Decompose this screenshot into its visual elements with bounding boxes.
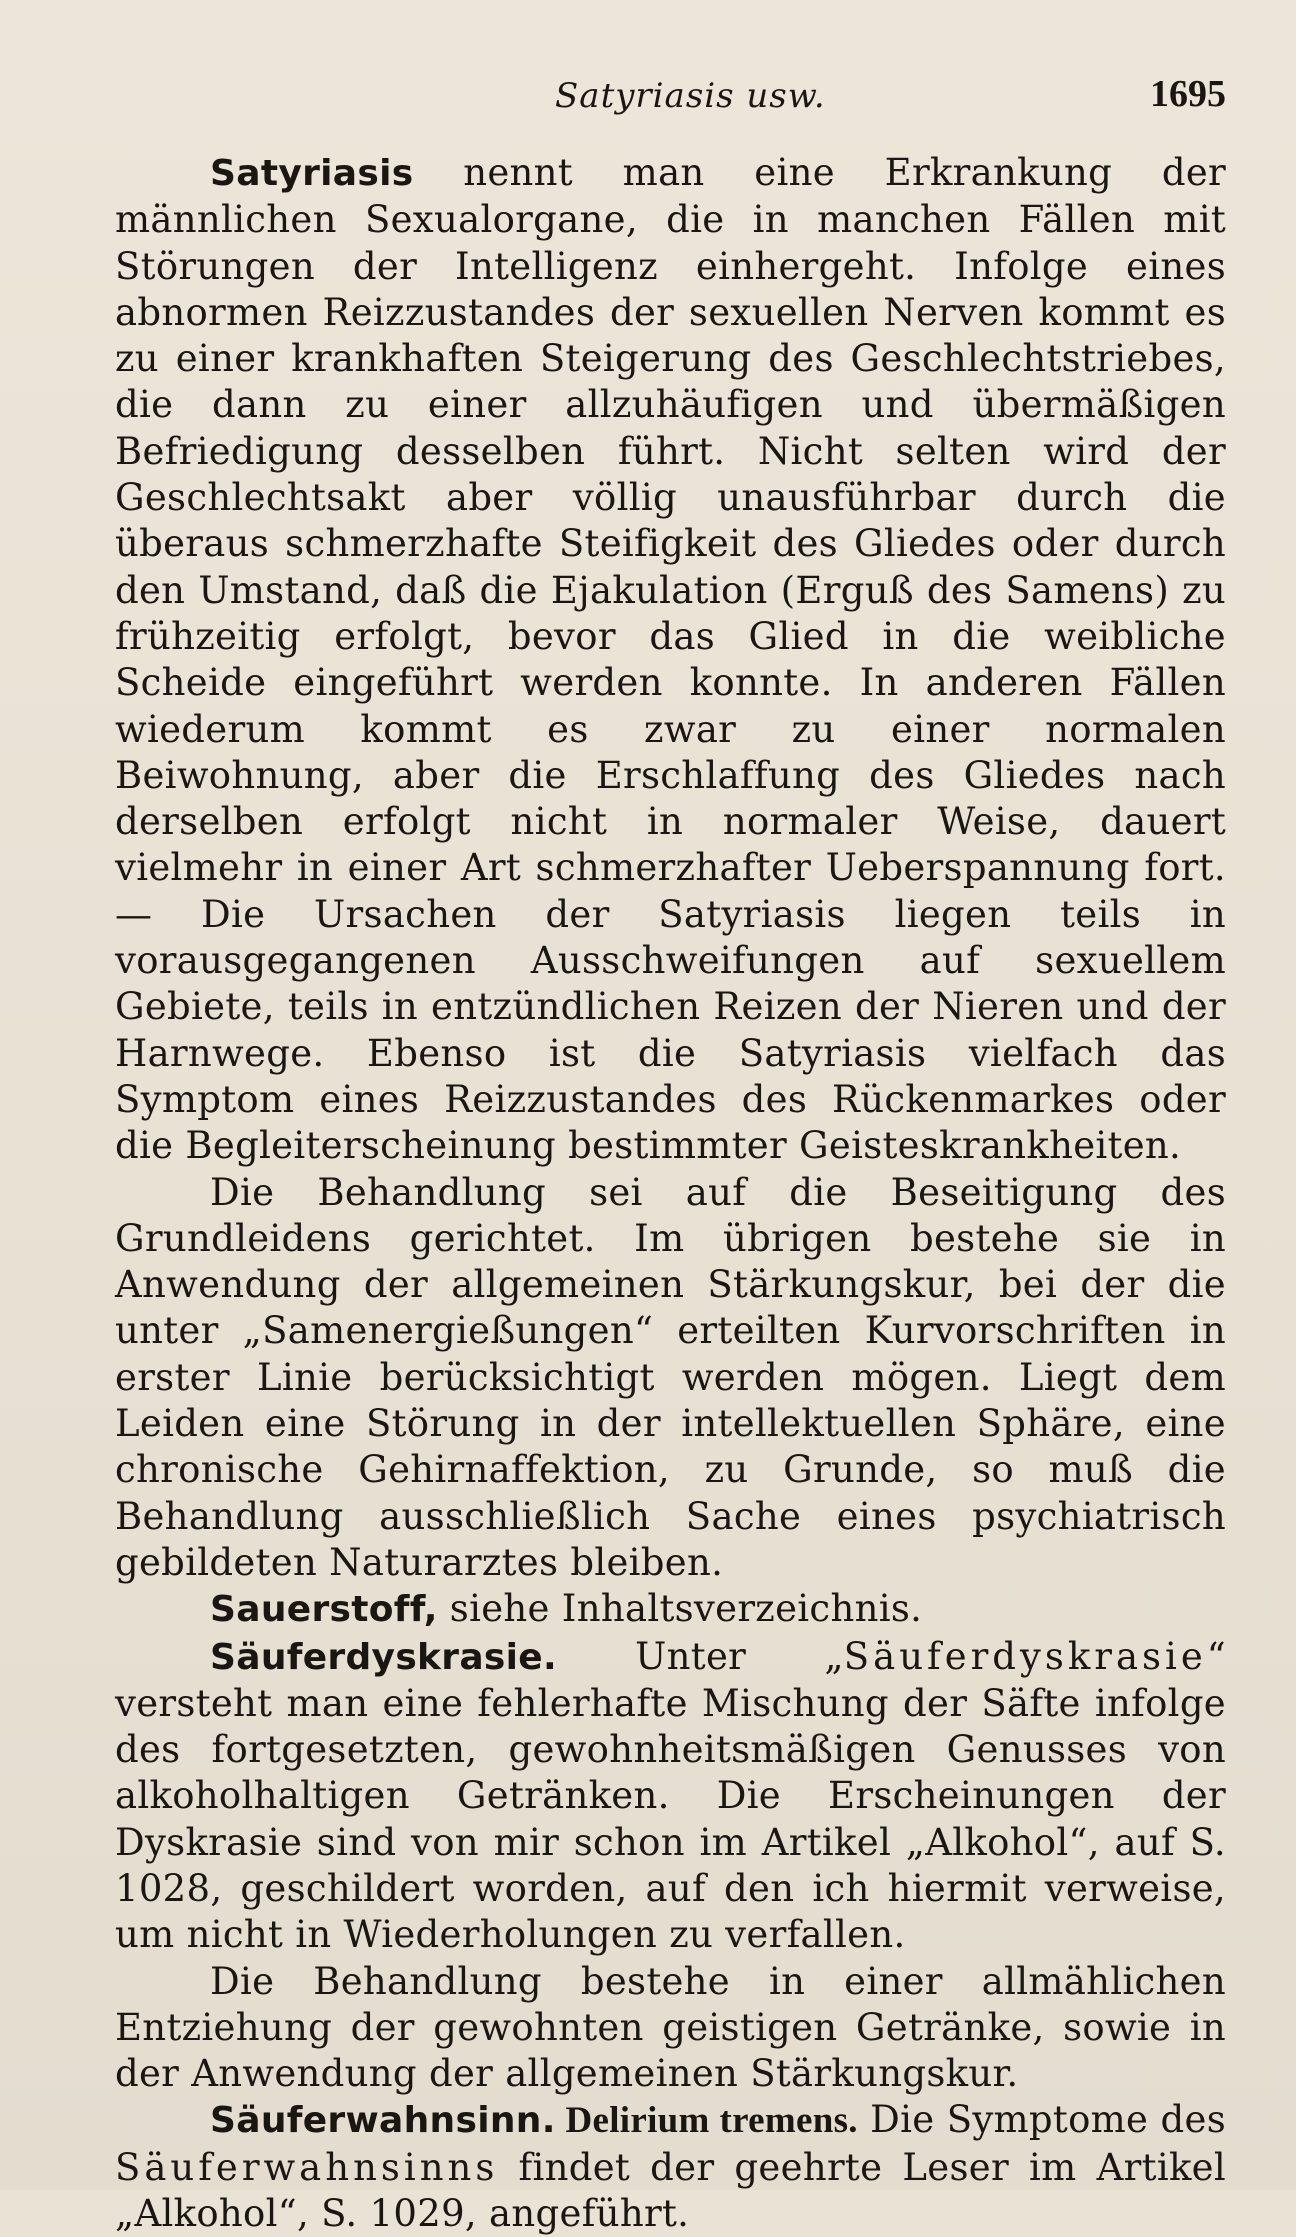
paragraph-saeuferdyskrasie — [115, 1634, 1226, 1959]
running-head — [115, 70, 1226, 130]
entry-term-latin: Delirium tremens. — [555, 2100, 858, 2142]
paragraph-text-lead: Die Symptome des — [857, 2098, 1226, 2142]
paragraph-treatment — [115, 1170, 1226, 1587]
entry-term: Sauerstoff, — [210, 1589, 438, 1631]
paragraph-text: nennt man eine Erkrankung der männlichen Sexualorgane, die in manchen Fällen mit Störungen der Intelligenz einhergeht. Infolge eines abnormen Reizzustandes der sexuellen Nerven kommt es zu einer krankhaften Steigerung des Geschlechtstriebes, die dann zu einer allzuhäufigen und übermäßigen Befriedigung desselben führt. Nicht selten wird der Geschlechtsakt aber völlig unausführbar durch die überaus schmerzhafte Steifigkeit des Gliedes oder durch den Umstand, daß die Ejakulation (Erguß des Samens) zu frühzeitig erfolgt, bevor das Glied in die weibliche Scheide eingeführt werden konnte. In anderen Fällen wiederum kommt es zwar zu einer normalen Beiwohnung, aber die Erschlaffung des Gliedes nach derselben erfolgt nicht in normaler Weise, dauert vielmehr in einer Art schmerzhafter Ueberspannung fort. — Die Ursachen der Satyriasis liegen teils in vorausgegangenen Ausschweifungen auf sexuellem Gebiete, teils in entzündlichen Reizen der Nieren und der Harnwege. Ebenso ist die Satyriasis vielfach das Symptom eines Reizzustandes des Rückenmarkes oder die Begleiterscheinung bestimmter Geisteskrankheiten. — [115, 151, 1226, 1168]
body-text — [115, 150, 1226, 2237]
spaced-term: Säuferwahnsinns — [115, 2145, 499, 2189]
paragraph-sauerstoff — [115, 1586, 1226, 1633]
paragraph-saeuferwahnsinn — [115, 2097, 1226, 2237]
page-number: 1695 — [1150, 73, 1226, 115]
spaced-term: Säuferdyskrasie — [843, 1634, 1207, 1678]
paragraph-text: “ versteht man eine fehlerhafte Mischung der Säfte infolge des fortgesetzten, gewohnheitsmäßigen Genusses von alkoholhaltigen Getränken. Die Erscheinungen der Dyskrasie sind von mir schon im Artikel „Alkohol“, auf S. 1028, geschildert worden, auf den ich hiermit verweise, um nicht in Wiederholungen zu verfallen. — [115, 1634, 1226, 1957]
paragraph-text: findet der geehrte Leser im Artikel „Alkohol“, S. 1029, angeführt. — [115, 2145, 1226, 2236]
paragraph-text-lead: Unter „ — [557, 1634, 844, 1678]
paragraph-text: siehe Inhaltsverzeichnis. — [437, 1587, 923, 1631]
paragraph-treatment-2 — [115, 1959, 1226, 2098]
paragraph-text: Die Behandlung bestehe in einer allmählichen Entziehung der gewohnten geistigen Getränke, sowie in der Anwendung der allgemeinen Stärkungskur. — [115, 1959, 1226, 2096]
entry-term: Säuferdyskrasie. — [210, 1636, 557, 1678]
entry-term: Säuferwahnsinn. — [210, 2100, 556, 2142]
running-title: Satyriasis usw. — [555, 76, 826, 116]
paragraph-satyriasis — [115, 150, 1226, 1170]
entry-term: Satyriasis — [210, 153, 414, 194]
paragraph-text: Die Behandlung sei auf die Beseitigung des Grundleidens gerichtet. Im übrigen bestehe sie in Anwendung der allgemeinen Stärkungskur, bei der die unter „Samenergießungen“ erteilten Kurvorschriften in erster Linie berücksichtigt werden mögen. Liegt dem Leiden eine Störung in der intellektuellen Sphäre, eine chronische Gehirnaffektion, zu Grunde, so muß die Behandlung ausschließlich Sache eines psychiatrisch gebildeten Naturarztes bleiben. — [115, 1170, 1226, 1584]
